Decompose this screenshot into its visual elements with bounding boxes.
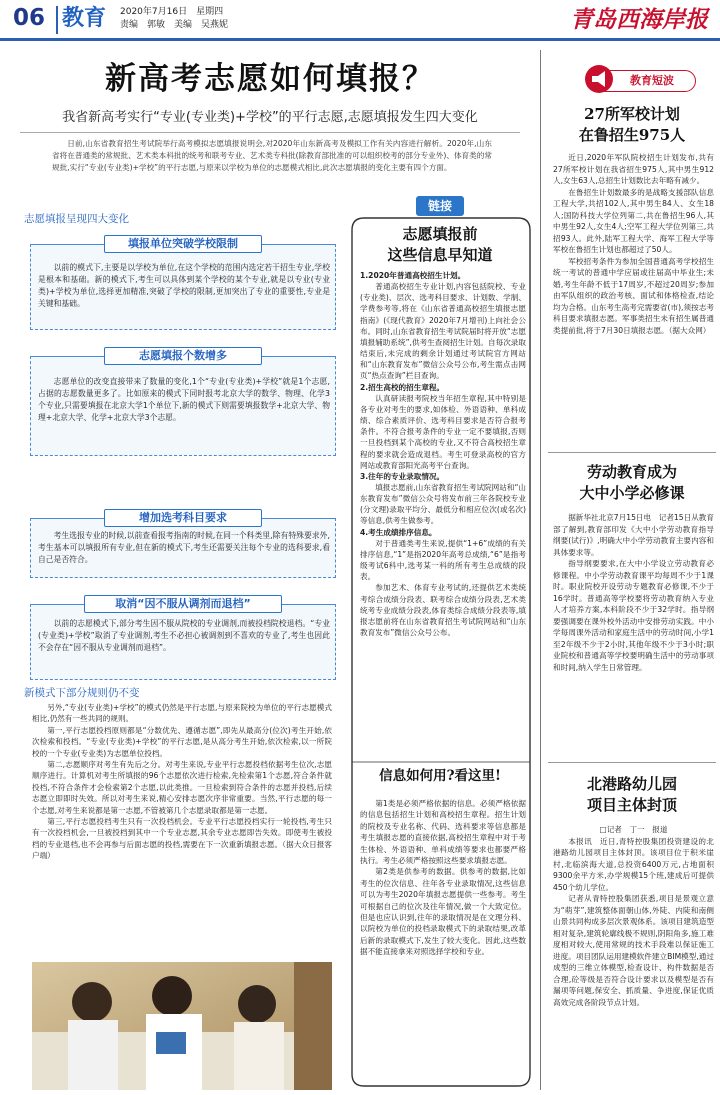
rules-para: 第一,平行志愿投档原则都是“分数优先、遵循志愿”,即先从最高分(位次)考生开始,依次检索和投档。“专业(专业类)+学校”的平行志愿,是从高分考生开始,依次检索,以一所院校的一个专业(专业类)为志愿单位投档。	[32, 725, 332, 758]
date-line: 2020年7月16日 星期四	[120, 7, 224, 17]
section-name: 教育	[62, 6, 107, 31]
brief-body-1: 近日,2020年军队院校招生计划发布,共有27所军校计划在我省招生975人,其中男生912人,女生63人,总招生计划数比去年略有减少。 在鲁招生计划数最多的是战略支援部队信息工程大学,共招102人,其中男生84人、女生18人;国防科技大学位列第二,共在鲁招生96人,其中男生92人,女生4人;空军工程大学位列第三,共招93人。此外,陆军工程大学、海军工程大学等军校在鲁招生计划也都超过了50人。 军校招考条件为参加全国普通高考学校招生统一考试的普通中学应届或往届高中毕业生;未婚,考生年龄不低于17周岁,不超过20周岁;参加由军队组织的政治考核、面试和体格检查,结论均为合格。山东考生高考完需要省(市),须按志考科目要求填报志愿。军事类招生未有招生属普通类提前批,将于7月30日填报志愿。（据大众网）	[553, 153, 714, 335]
section-heading-changes: 志愿填报呈现四大变化	[24, 213, 129, 225]
students-photo-image	[32, 962, 332, 1090]
editors-line: 责编 郭敏 美编 吴燕妮	[120, 20, 229, 30]
link-body-2	[360, 798, 526, 1088]
article-lead: 日前,山东省教育招生考试院举行高考模拟志愿填报说明会,对2020年山东新高考及模拟工作有关内容进行解析。2020年,山东省将在普通类的常规批、艺术类本科批的统考和联考专业、艺术类专科批(除教育部批准的可以组织校考的部分专业外)、体育类的常规批,实行“专业(专业类)+学校”的平行志愿,与原来以学校为单位的志愿模式相比,此次志愿填报的变化主要有四个方面。	[52, 139, 492, 172]
subtitle-rule	[20, 132, 520, 133]
change-text-4: 以前的志愿模式下,部分考生因不服从院校的专业调剂,而被投档院校退档。“专业(专业类)+学校”取消了专业调剂,考生不必担心被调剂到不喜欢的专业了,考生也因此不会存在“因不服从专业调剂而退档”。	[38, 619, 330, 652]
rules-para: 另外,“专业(专业类)+学校”的模式仍然是平行志愿,与原来院校为单位的平行志愿模式相比,仍然有一些共同的规则。	[32, 703, 332, 724]
link-para: 普通高校招生专业计划,内容包括院校、专业(专业类)、层次、选考科目要求、计划数、学制、学费参考等,将在《山东省普通高校招生填报志愿指南》(《现代教育》2020年7月增刊)上向社会公布。同时,山东省教育招生考试院届时将开放“志愿填报辅助系统”,供考生查阅招生计划。自每次录取结束后,未完成的剩余计划通过考试院官方网站和“山东教育发布”微信公众号公布,考生需点击网页“热点查询”栏目查询。	[360, 282, 526, 381]
brief-title-3: 北港路幼儿园 项目主体封顶	[586, 775, 677, 814]
article-subtitle: 我省新高考实行“专业(专业类)+学校”的平行志愿,志愿填报发生四大变化	[62, 110, 478, 125]
link-question: 3.往年的专业录取情况。	[360, 471, 445, 481]
change-tag-2: 志愿填报个数增多	[104, 347, 262, 365]
link-para: 第2类是供参考的数据。供参考的数据,比如考生的位次信息、往年各专业录取情况,这些信息可以为考生2020年填报志愿提供一些参考。考生可根据自己的位次及往年情况,做一个大致定位。但是也应认识到,往年的录取情况是在文理分科、以院校为单位的投档录取模式下的录取结果,改革后新的录取模式下,发生了较大变化。因此,这些数据不能直接拿来对照选择学校和专业。	[360, 867, 526, 957]
link-question: 4.考生成绩排序信息。	[360, 527, 437, 537]
brief-title-2: 劳动教育成为 大中小学必修课	[579, 463, 685, 502]
change-tag-1: 填报单位突破学校限制	[104, 235, 262, 253]
change-text-2: 志愿单位的改变直接带来了数量的变化,1个“专业(专业类)+学校”就是1个志愿,占据的志愿数量更多了。比如原来的模式下同时报考北京大学的数学、物理、化学3个专业,只需要填报在北京大学1个单位下,新的模式下则需要填报数学+北京大学、物理+北京大学、化学+北京大学3个志愿。	[38, 377, 330, 422]
rules-body	[32, 702, 332, 957]
header-divider	[56, 6, 58, 34]
change-tag-3: 增加选考科目要求	[104, 509, 262, 527]
column-rule	[540, 50, 541, 1090]
article-title: 新高考志愿如何填报？	[105, 61, 435, 97]
rules-para: 第三,平行志愿投档考生只有一次投档机会。专业平行志愿投档实行一轮投档,考生只有一次投档机会,一旦被投档到其中一个专业志愿,其余专业志愿即告失效。即使考生被投档的专业退档,也不会再参与后面志愿的投档,需要在下一次重新填报志愿。（据大众日报客户端）	[32, 816, 332, 861]
brief-divider	[548, 762, 716, 763]
link-tab: 链接	[416, 196, 464, 216]
link-question: 2.招生高校的招生章程。	[360, 382, 445, 392]
link-title: 志愿填报前 这些信息早知道	[387, 225, 493, 264]
megaphone-icon	[584, 64, 614, 94]
students-photo	[32, 962, 332, 1090]
brief-divider	[548, 452, 716, 453]
header-rule	[0, 38, 720, 41]
link-title-2: 信息如何用?看这里!	[379, 768, 501, 784]
briefs-header: 教育短波	[592, 70, 696, 92]
brief-body-2: 据新华社北京7月15日电 记者15日从教育部了解到,教育部印发《大中小学劳动教育指导纲要(试行)》,明确大中小学劳动教育主要内容和具体要求等。 指导纲要要求,在大中小学设立劳动教育必修课程。中小学劳动教育课平均每周不少于1课时。职业院校开设劳动专题教育必修课,不少于16学时。普通高等学校要将劳动教育纳入专业人才培养方案,本科阶段不少于32学时。指导纲要强调要在课外校外活动中安排劳动实践。中小学每周课外活动和家庭生活中的劳动时间,小学1至2年级不少于2小时,其他年级不少于3小时;职业院校和普通高等学校要明确生活中的劳动事项和时间,纳入学生日常管理。	[553, 513, 714, 672]
change-text-1: 以前的模式下,主要是以学校为单位,在这个学校的范围内选定若干招生专业,学校是根本和基础。新的模式下,考生可以具体到某个学校的某个专业,就是以专业(专业类)+学校为单位,选择更加精准,突破了学校的限制,更加突出了专业的重要性,专业是关键和基础。	[38, 263, 330, 308]
link-para: 填报志愿前,山东省教育招生考试院网站和“山东教育发布”微信公众号将发布前三年各院校专业(分文理)录取平均分、最低分和相应位次(或名次)等信息,供考生做参考。	[360, 482, 526, 526]
change-text-3: 考生选报专业的时候,以前查看报考指南的时候,在同一个科类里,除有特殊要求外,考生基本可以填报所有专业,但在新的模式下,考生还需要关注每个专业的选科要求,看自己是否符合。	[38, 531, 330, 564]
link-para: 认真研读报考院校当年招生章程,其中特别是各专业对考生的要求,如体检、外语语种、单科成绩、综合素质评价、选考科目要求是否符合报考条件。不符合报考条件的专业一定不要填报,否则一旦投档到某个高校的专业,又不符合高校招生章程的要求就会造成退档。考生可登录高校的官方网站或教育部阳光高考平台查询。	[360, 393, 526, 470]
brief-byline: □记者 丁一 报道	[599, 825, 668, 834]
link-body	[360, 270, 526, 756]
header-meta	[120, 6, 320, 36]
page-number: 06	[12, 5, 45, 31]
link-para: 对于普通类考生来说,提供“1+6”成绩的有关排序信息,“1”是指2020年高考总成绩,“6”是指考级考试6科中,选考某一科的所有考生总成绩的段表。	[360, 538, 526, 582]
change-tag-4: 取消“因不服从调剂而退档”	[84, 595, 282, 613]
masthead-logo: 青岛西海岸报	[570, 6, 708, 33]
rules-para: 第二,志愿顺序对考生有先后之分。对考生来说,专业平行志愿投档依据考生位次,志愿顺序进行。计算机对考生所填报的96个志愿依次进行检索,先检索第1个志愿,符合条件就投档,不符合条件才会检索第2个志愿,以此类推。一旦检索到符合条件的志愿并投档,后续志愿立即即时失效。所以对考生来说,精心安排志愿次序非常重要。当然,平行志愿的每一个志愿,对考生来说都是第一志愿,不管被第几个志愿录取都是第一志愿。	[32, 759, 332, 815]
link-question: 1.2020年普通高校招生计划。	[360, 271, 466, 280]
link-para: 第1类是必须严格依据的信息。必须严格依据的信息包括招生计划和高校招生章程。招生计划的院校及专业名称、代码、选科要求等信息都是考生填报志愿的直接依据,高校招生章程中对于考生体检、外语语种、单科成绩等要求也都要严格执行。考生必须严格按照这些要求填报志愿。	[360, 799, 526, 865]
brief-title-1: 27所军校计划 在鲁招生975人	[578, 105, 686, 144]
section-heading-rules: 新模式下部分规则仍不变	[24, 687, 140, 699]
brief-body-3: □记者 丁一 报道 本报讯 近日,青特控股集团投资建设的北港路幼儿园项目主体封顶。该项目位于积米崖村,北临滨海大道,总投资6400万元,占地面积9300余平方米,办学规模15个班,建成后可提供450个幼儿学位。 记者从青特控股集团获悉,项目是景观立意为“萌芽”,建筑整体面朝山体,外陡、内陡和南侧山景共同构成多层次景观体系。该项目建筑造型相对复杂,建筑轮廓线极不规则,阴阳角多,施工难度相对较大,使用常规的技术手段难以保证施工进度。项目团队运用建模软件建立BIM模型,通过成型的三维立体模型,检查设计、构件数据是否合理,砼等级是否符合设计要求以及模型是否有漏项等问题,保安全、抓质量、争进度,保证优质高效完成各阶段节点计划。	[553, 825, 714, 1007]
link-para: 参加艺术、体育专业考试的,还提供艺术类统考综合成绩分段表、联考综合成绩分段表,艺术类统考专业成绩分段表,体育类综合成绩分段表等,填报志愿前将在山东省教育招生考试院网站和“山东教育发布”微信公众号公布。	[360, 583, 526, 637]
